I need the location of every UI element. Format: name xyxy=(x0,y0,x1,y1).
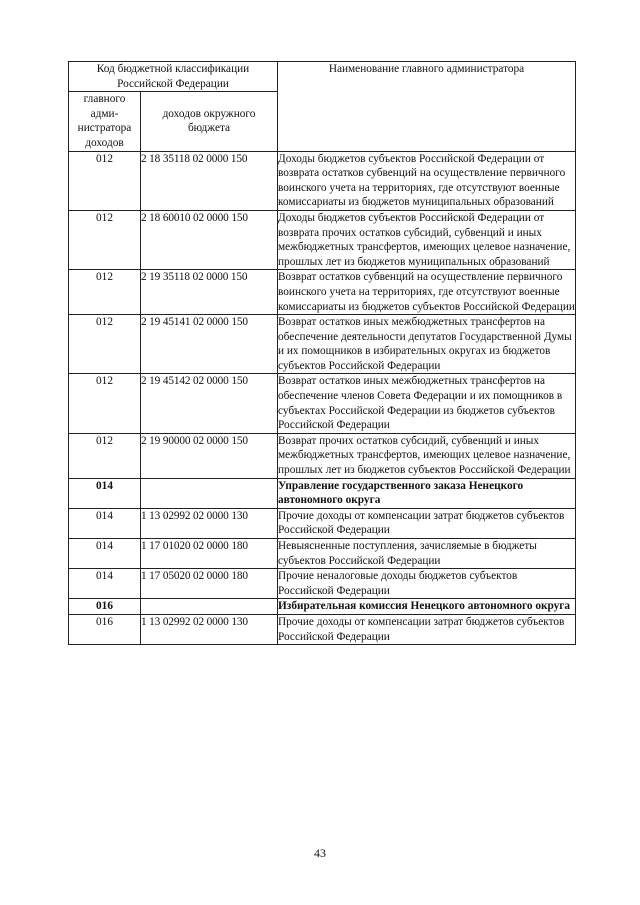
administrator-name: Прочие неналоговые доходы бюджетов субъектов Российской Федерации xyxy=(278,569,576,599)
page-number: 43 xyxy=(314,846,326,860)
revenue-code: 2 18 35118 02 0000 150 xyxy=(141,151,278,210)
administrator-name: Прочие доходы от компенсации затрат бюджетов субъектов Российской Федерации xyxy=(278,614,576,644)
administrator-name: Прочие доходы от компенсации затрат бюджетов субъектов Российской Федерации xyxy=(278,508,576,538)
revenue-code: 1 17 05020 02 0000 180 xyxy=(141,569,278,599)
revenue-code: 2 19 90000 02 0000 150 xyxy=(141,433,278,478)
administrator-name: Доходы бюджетов субъектов Российской Федерации от возврата остатков субвенций на осуществление первичного воинского учета на территориях, где отсутствуют военные комиссариаты из бюджетов муниципальных образований xyxy=(278,151,576,210)
table-row xyxy=(69,599,576,615)
revenue-code: 2 18 60010 02 0000 150 xyxy=(141,210,278,269)
table-row xyxy=(69,210,576,269)
revenue-code: 1 17 01020 02 0000 180 xyxy=(141,539,278,569)
header-district-budget-revenue: доходов окружного бюджета xyxy=(141,92,278,151)
table-row xyxy=(69,614,576,644)
revenue-code: 2 19 35118 02 0000 150 xyxy=(141,270,278,315)
revenue-code xyxy=(141,599,278,615)
revenue-code: 1 13 02992 02 0000 130 xyxy=(141,614,278,644)
table-row xyxy=(69,374,576,433)
administrator-name: Управление государственного заказа Ненецкого автономного округа xyxy=(278,478,576,508)
administrator-name: Возврат остатков субвенций на осуществление первичного воинского учета на территориях, где отсутствуют военные комиссариаты из бюджетов субъектов Российской Федерации xyxy=(278,270,576,315)
table-header-row xyxy=(69,62,576,92)
budget-classification-table xyxy=(68,61,576,645)
header-main-administrator: главного адми-нистратора доходов xyxy=(69,92,141,151)
administrator-code: 014 xyxy=(69,569,141,599)
administrator-code: 012 xyxy=(69,151,141,210)
revenue-code: 2 19 45142 02 0000 150 xyxy=(141,374,278,433)
administrator-name: Возврат прочих остатков субсидий, субвенций и иных межбюджетных трансфертов, имеющих целевое назначение, прошлых лет из бюджетов субъектов Российской Федерации xyxy=(278,433,576,478)
revenue-code: 1 13 02992 02 0000 130 xyxy=(141,508,278,538)
revenue-code: 2 19 45141 02 0000 150 xyxy=(141,315,278,374)
administrator-code: 012 xyxy=(69,210,141,269)
administrator-name: Возврат остатков иных межбюджетных трансфертов на обеспечение членов Совета Федерации и их помощников в субъектах Российской Федерации из бюджетов субъектов Российской Федерации xyxy=(278,374,576,433)
table-row xyxy=(69,315,576,374)
table-row xyxy=(69,539,576,569)
table-row xyxy=(69,508,576,538)
table-body xyxy=(69,151,576,645)
revenue-code xyxy=(141,478,278,508)
administrator-code: 014 xyxy=(69,508,141,538)
header-administrator-name: Наименование главного администратора xyxy=(278,62,576,152)
administrator-name: Избирательная комиссия Ненецкого автономного округа xyxy=(278,599,576,615)
administrator-code: 014 xyxy=(69,539,141,569)
administrator-code: 012 xyxy=(69,433,141,478)
administrator-code: 012 xyxy=(69,315,141,374)
header-budget-classification: Код бюджетной классификации Российской Федерации xyxy=(69,62,278,92)
administrator-name: Невыясненные поступления, зачисляемые в бюджеты субъектов Российской Федерации xyxy=(278,539,576,569)
table-row xyxy=(69,433,576,478)
table-row xyxy=(69,151,576,210)
administrator-code: 012 xyxy=(69,270,141,315)
administrator-code: 016 xyxy=(69,614,141,644)
administrator-code: 016 xyxy=(69,599,141,615)
administrator-name: Возврат остатков иных межбюджетных трансфертов на обеспечение деятельности депутатов Государственной Думы и их помощников в избирательных округах из бюджетов субъектов Российской Федерации xyxy=(278,315,576,374)
administrator-code: 014 xyxy=(69,478,141,508)
table-row xyxy=(69,270,576,315)
administrator-code: 012 xyxy=(69,374,141,433)
table-row xyxy=(69,569,576,599)
table-row xyxy=(69,478,576,508)
administrator-name: Доходы бюджетов субъектов Российской Федерации от возврата прочих остатков субсидий, субвенций и иных межбюджетных трансфертов, имеющих целевое назначение, прошлых лет из бюджетов муниципальных образований xyxy=(278,210,576,269)
